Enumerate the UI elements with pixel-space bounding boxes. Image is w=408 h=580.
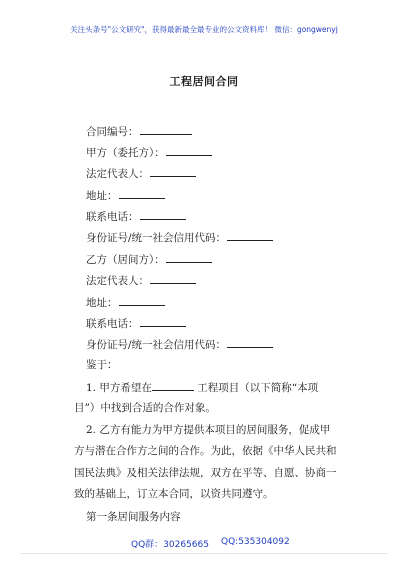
clause-1-line-2: 目”）中找到合适的合作对象。 [74, 402, 216, 414]
field-label: 身份证号/统一社会信用代码： [86, 232, 227, 244]
field-blank [227, 337, 273, 348]
clause-1-line-1 [86, 380, 318, 395]
field-blank [140, 316, 186, 327]
clause-1-blank [152, 380, 194, 391]
field-party-b-phone [86, 316, 186, 331]
field-blank [140, 124, 192, 135]
field-label: 法定代表人： [86, 275, 149, 287]
field-label: 身份证号/统一社会信用代码： [86, 339, 227, 351]
field-party-b-address [86, 295, 165, 310]
field-blank [119, 295, 165, 306]
field-party-b [86, 252, 212, 267]
whereas-heading: 鉴于： [86, 359, 118, 371]
clause-1-suffix: 工程项目（以下简称“本项 [197, 382, 319, 394]
field-party-b-id [86, 337, 273, 352]
field-label: 合同编号： [86, 126, 139, 138]
field-party-a-legal-rep [86, 166, 196, 181]
field-party-a-address [86, 188, 165, 203]
field-label: 地址： [86, 190, 118, 202]
section-1-heading: 第一条居间服务内容 [86, 511, 181, 523]
field-party-a-phone [86, 209, 186, 224]
field-blank [227, 230, 273, 241]
document-title: 工程居间合同 [169, 75, 239, 88]
field-blank [150, 166, 196, 177]
field-label: 法定代表人： [86, 168, 149, 180]
field-label: 地址： [86, 297, 118, 309]
field-party-b-legal-rep [86, 273, 196, 288]
field-blank [166, 145, 212, 156]
field-label: 联系电话： [86, 318, 139, 330]
clause-2-line-3: 国民法典》及相关法律法规，双方在平等、自愿、协商一 [74, 467, 337, 479]
field-label: 甲方（委托方）： [86, 147, 165, 159]
clause-1-prefix: 1. 甲方希望在 [86, 382, 152, 394]
field-label: 联系电话： [86, 211, 139, 223]
field-contract-number [86, 124, 192, 139]
footer-qq-contact: QQ:535304092 [221, 537, 290, 547]
footer-qq-group: QQ群：30265665 [131, 540, 209, 550]
clause-2-line-2: 方与潜在合作方之间的合作。为此，依据《中华人民共和 [74, 445, 337, 457]
field-party-a-id [86, 230, 273, 245]
field-blank [166, 252, 212, 263]
field-blank [140, 209, 186, 220]
field-label: 乙方（居间方）： [86, 254, 165, 266]
footer-divider [20, 553, 388, 554]
clause-2-line-4: 致的基础上，订立本合同，以资共同遵守。 [74, 488, 274, 500]
field-party-a [86, 145, 212, 160]
field-blank [119, 188, 165, 199]
page-header-notice: 关注头条号"公文研究"，获得最新最全最专业的公文资料库！ 微信：gongwenyj [70, 25, 338, 34]
field-blank [150, 273, 196, 284]
clause-2-line-1: 2. 乙方有能力为甲方提供本项目的居间服务，促成甲 [86, 424, 331, 436]
